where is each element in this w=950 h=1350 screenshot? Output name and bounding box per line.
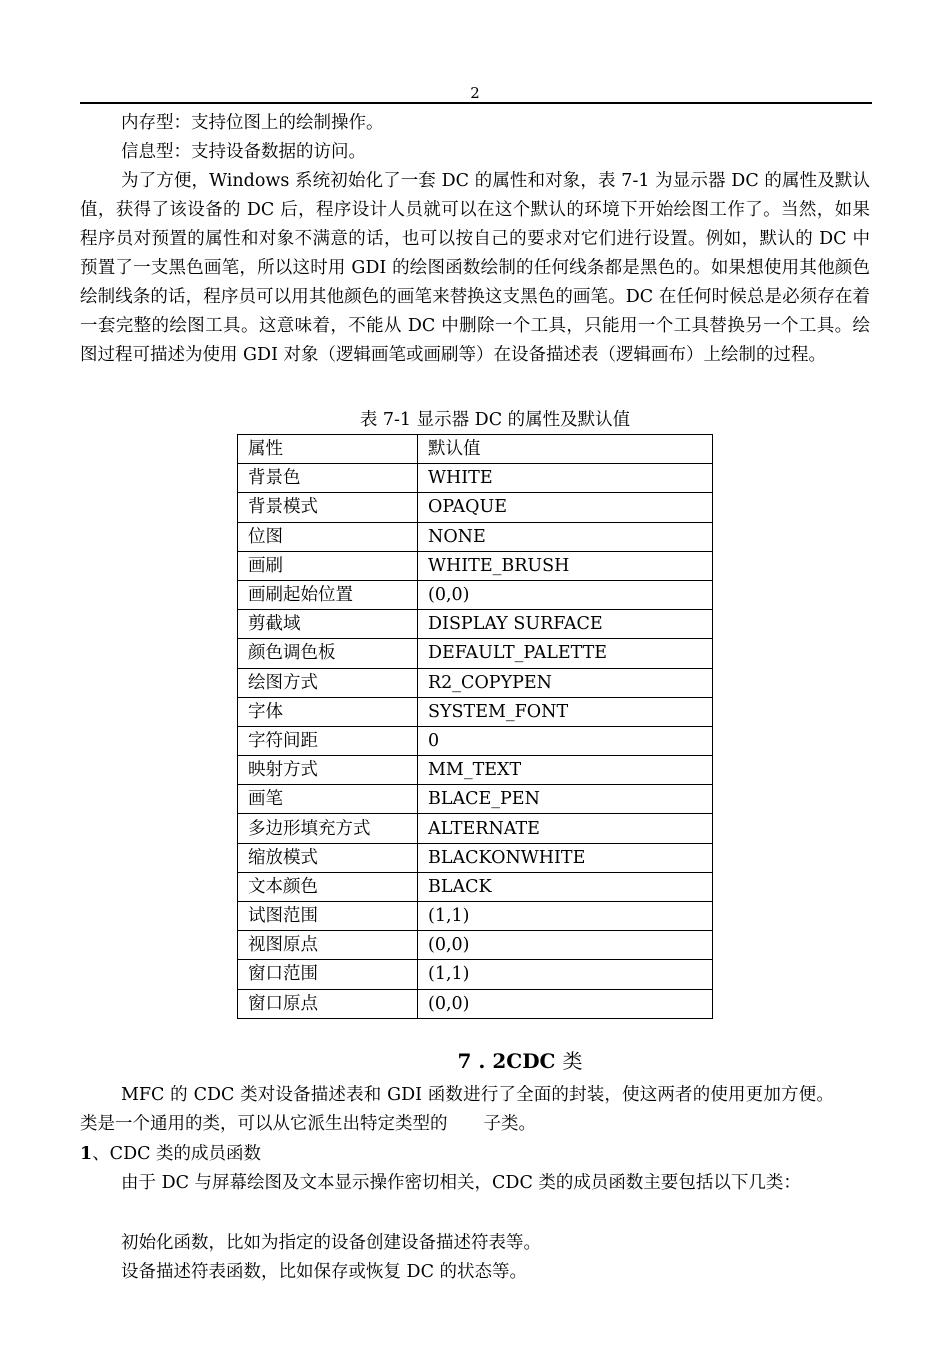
section-number: 7 . 2 [457,1049,507,1073]
attribute-cell: 背景模式 [238,493,418,522]
mfc-cdc-text-2: 类是一个通用的类，可以从它派生出特定类型的 [80,1114,448,1134]
table-row [238,493,713,522]
paragraph-info-type: 信息型：支持设备数据的访问。 [121,142,366,162]
default-value-cell: WHITE_BRUSH [418,551,713,580]
table-row [238,872,713,901]
paragraph-dc-functions: 设备描述符表函数，比如保存或恢复 DC 的状态等。 [121,1262,528,1282]
attribute-cell: 颜色调色板 [238,639,418,668]
table-row [238,989,713,1018]
attribute-cell: 位图 [238,522,418,551]
attribute-cell: 画笔 [238,785,418,814]
attribute-cell: 画刷 [238,551,418,580]
table-caption: 表 7-1 显示器 DC 的属性及默认值 [359,410,631,430]
default-value-cell: SYSTEM_FONT [418,697,713,726]
default-value-cell: (1,1) [418,902,713,931]
default-value-cell: OPAQUE [418,493,713,522]
table-header-row [238,435,713,464]
default-value-cell: ALTERNATE [418,814,713,843]
section-title [0,1047,950,1075]
paragraph-init-functions: 初始化函数，比如为指定的设备创建设备描述符表等。 [121,1233,541,1253]
attribute-cell: 文本颜色 [238,872,418,901]
default-value-cell: BLACE_PEN [418,785,713,814]
mfc-cdc-text-1: MFC 的 CDC 类对设备描述表和 GDI 函数进行了全面的封装，使这两者的使用更加方便。 [121,1085,834,1105]
page-number: 2 [470,84,480,102]
attribute-cell: 映射方式 [238,756,418,785]
table-row [238,902,713,931]
attribute-cell: 试图范围 [238,902,418,931]
attribute-cell: 绘图方式 [238,668,418,697]
table-row [238,639,713,668]
dc-attributes-table [237,434,713,1019]
attribute-cell: 字符间距 [238,726,418,755]
header-cell-default: 默认值 [418,435,713,464]
default-value-cell: DEFAULT_PALETTE [418,639,713,668]
default-value-cell: WHITE [418,464,713,493]
default-value-cell: BLACKONWHITE [418,843,713,872]
attribute-cell: 窗口原点 [238,989,418,1018]
section-title-cjk: 类 [562,1049,583,1073]
attribute-cell: 剪截域 [238,610,418,639]
table-row [238,843,713,872]
header-rule [80,102,872,104]
attribute-cell: 窗口范围 [238,960,418,989]
attribute-cell: 背景色 [238,464,418,493]
attribute-cell: 字体 [238,697,418,726]
table-row [238,814,713,843]
table-row [238,697,713,726]
table-row [238,931,713,960]
table-row [238,960,713,989]
attribute-cell: 画刷起始位置 [238,580,418,609]
heading-text: 、CDC 类的成员函数 [92,1144,262,1164]
table-row [238,610,713,639]
section-title-latin: CDC [506,1049,556,1073]
default-value-cell: MM_TEXT [418,756,713,785]
table-row [238,551,713,580]
attribute-cell: 缩放模式 [238,843,418,872]
paragraph-memory-type: 内存型：支持位图上的绘制操作。 [121,113,384,133]
paragraph-dc-defaults: 为了方便，Windows 系统初始化了一套 DC 的属性和对象，表 7-1 为显示器 DC 的属性及默认值，获得了该设备的 DC 后，程序设计人员就可以在这个默认的环境下开始绘图工作了。当然，如果程序员对预置的属性和对象不满意的话，也可以按自己的要求对它们进行设置。例如，默认的 DC 中预置了一支黑色画笔，所以这时用 GDI 的绘图函数绘制的任何线条都是黑色的。如果想使用其他颜色绘制线条的话，程序员可以用其他颜色的画笔来替换这支黑色的画笔。DC 在任何时候总是必须存在着一套完整的绘图工具。这意味着，不能从 DC 中删除一个工具，只能用一个工具替换另一个工具。绘图过程可描述为使用 GDI 对象（逻辑画笔或画刷等）在设备描述表（逻辑画布）上绘制的过程。 [80,171,870,365]
header-cell-attribute: 属性 [238,435,418,464]
table-row [238,668,713,697]
default-value-cell: (0,0) [418,931,713,960]
table-row [238,785,713,814]
default-value-cell: NONE [418,522,713,551]
member-functions-heading [80,1140,261,1169]
table-row [238,726,713,755]
default-value-cell: BLACK [418,872,713,901]
default-value-cell: (1,1) [418,960,713,989]
attribute-cell: 视图原点 [238,931,418,960]
default-value-cell: DISPLAY SURFACE [418,610,713,639]
default-value-cell: (0,0) [418,989,713,1018]
mfc-cdc-text-3: 子类。 [483,1114,536,1134]
default-value-cell: R2_COPYPEN [418,668,713,697]
table-row [238,522,713,551]
paragraph-member-categories: 由于 DC 与屏幕绘图及文本显示操作密切相关，CDC 类的成员函数主要包括以下几类： [121,1173,801,1193]
table-row [238,464,713,493]
attribute-cell: 多边形填充方式 [238,814,418,843]
heading-number: 1 [80,1144,93,1164]
default-value-cell: (0,0) [418,580,713,609]
table-row [238,756,713,785]
paragraph-mfc-cdc [80,1081,870,1139]
default-value-cell: 0 [418,726,713,755]
table-row [238,580,713,609]
